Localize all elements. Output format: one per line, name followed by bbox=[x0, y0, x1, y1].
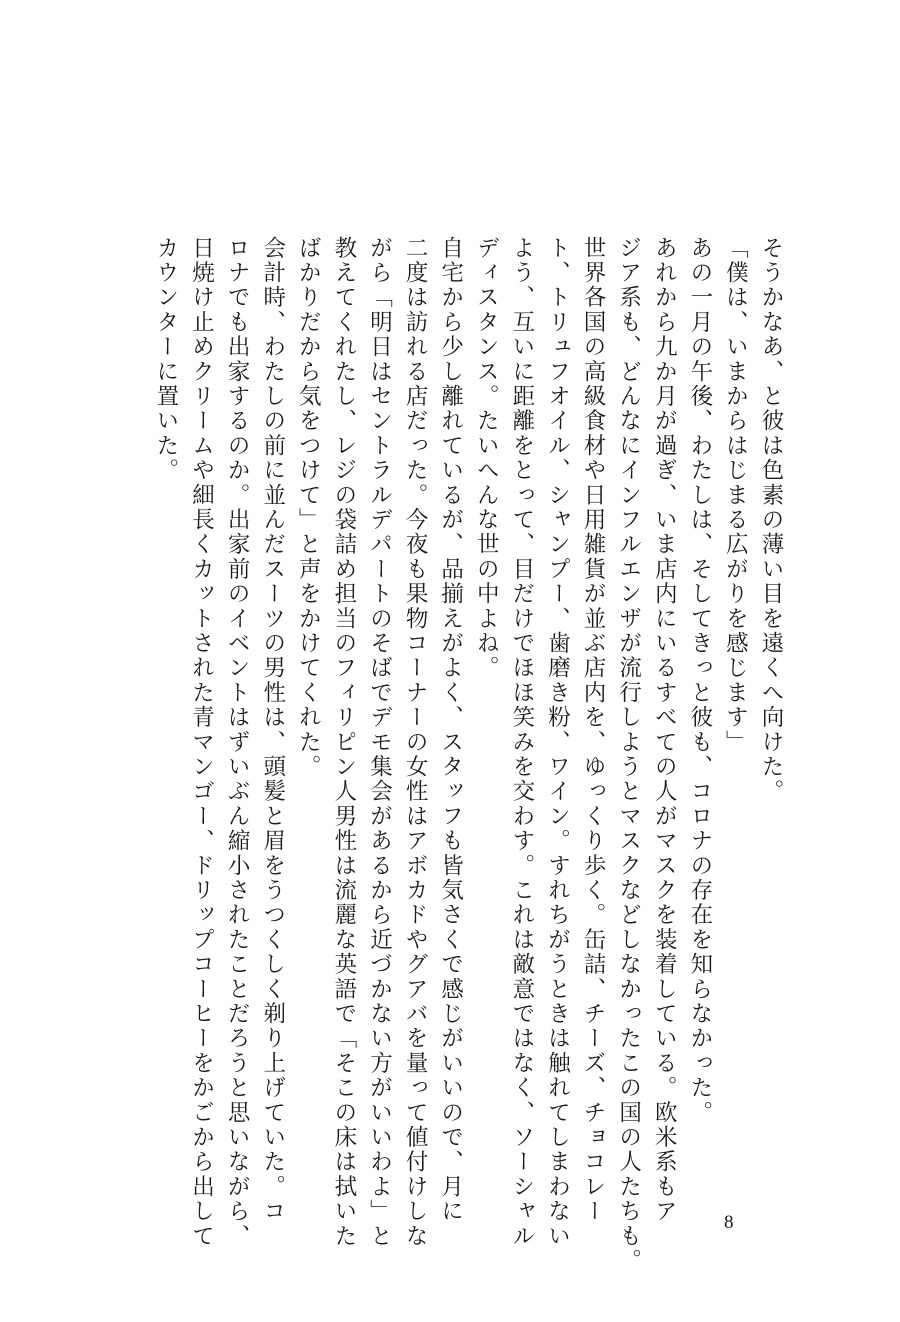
text-line: ロナでも出家するのか。出家前のイベントはずいぶん縮小されたことだろうと思いながら、 bbox=[224, 236, 251, 1249]
vertical-text-body bbox=[147, 236, 788, 1274]
text-line: ト、トリュフオイル、シャンプー、歯磨き粉、ワイン。すれちがうときは触れてしまわない bbox=[544, 236, 571, 1249]
text-line: 「僕は、いまからはじまる広がりを感じます」 bbox=[722, 236, 749, 755]
text-line: 世界各国の高級食材や日用雑貨が並ぶ店内を、ゆっくり歩く。缶詰、チーズ、チョコレー bbox=[580, 236, 607, 1224]
text-line: ジア系も、どんなにインフルエンザが流行しようとマスクなどしなかったこの国の人たちも。 bbox=[615, 236, 642, 1274]
text-line: あの一月の午後、わたしは、そしてきっと彼も、コロナの存在を知らなかった。 bbox=[686, 236, 713, 1126]
text-line: あれから九か月が過ぎ、いま店内にいるすべての人がマスクを装着している。欧米系もア bbox=[651, 236, 678, 1224]
text-line: 日焼け止めクリームや細長くカットされた青マンゴー、ドリップコーヒーをかごから出して bbox=[188, 236, 215, 1249]
text-line: がら「明日はセントラルデパートのそばでデモ集会があるから近づかない方がいいわよ」と bbox=[366, 236, 393, 1249]
text-line: 会計時、わたしの前に並んだスーツの男性は、頭髪と眉をうつくしく剃り上げていた。コ bbox=[259, 236, 286, 1224]
text-line: よう、互いに距離をとって、目だけでほほ笑みを交わす。これは敵意ではなく、ソーシャル bbox=[508, 236, 535, 1249]
text-line: ばかりだから気をつけて」と声をかけてくれた。 bbox=[295, 236, 322, 780]
text-line: 二度は訪れる店だった。今夜も果物コーナーの女性はアボカドやグアバを量って値付けしな bbox=[402, 236, 429, 1249]
text-line: ディスタンス。たいへんな世の中よね。 bbox=[473, 236, 500, 681]
text-line: 自宅から少し離れているが、品揃えがよく、スタッフも皆気さくで感じがいいので、月に bbox=[437, 236, 464, 1224]
page-number: 8 bbox=[724, 1212, 734, 1233]
text-line: そうかなあ、と彼は色素の薄い目を遠くへ向けた。 bbox=[758, 236, 784, 805]
text-line: 教えてくれたし、レジの袋詰め担当のフィリピン人男性は流麗な英語で「そこの床は拭いた bbox=[330, 236, 357, 1249]
text-line: カウンターに置いた。 bbox=[152, 236, 179, 483]
